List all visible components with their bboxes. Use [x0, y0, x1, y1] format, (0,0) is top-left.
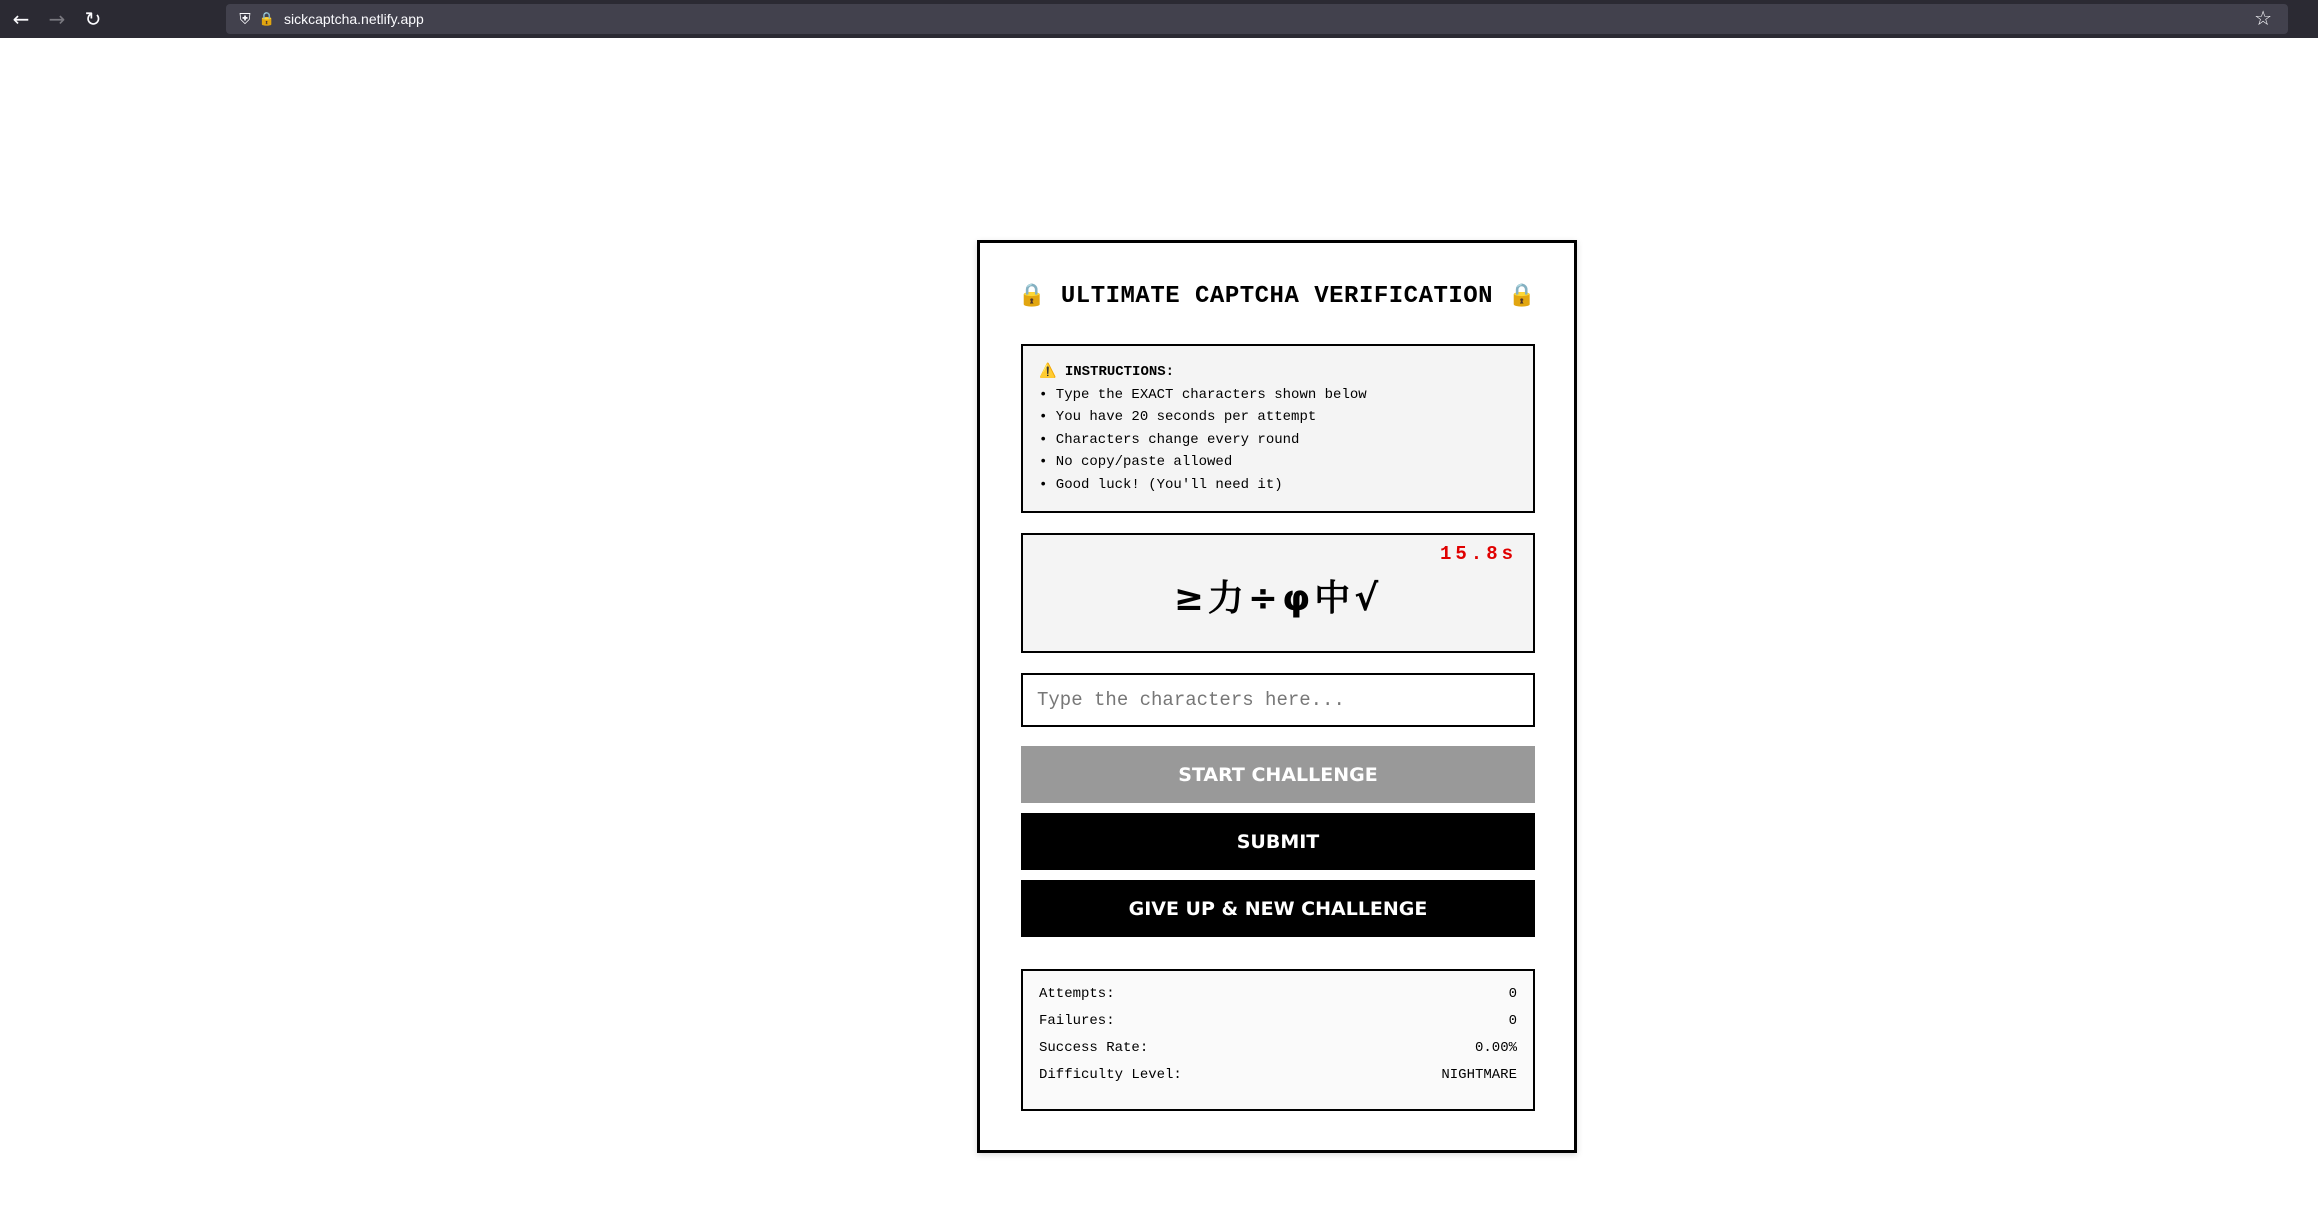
- countdown-timer: 15.8s: [1439, 543, 1517, 565]
- reload-icon[interactable]: ↻: [84, 7, 102, 31]
- stat-row-difficulty: [1039, 1064, 1517, 1091]
- lock-icon: 🔒: [1507, 283, 1536, 308]
- stat-value: 0: [1508, 986, 1517, 1002]
- captcha-characters: ≥力÷φ中√: [1173, 578, 1383, 619]
- page-title: [980, 283, 1574, 310]
- stat-row-attempts: [1039, 983, 1517, 1010]
- bookmark-star-icon[interactable]: ☆: [2254, 6, 2272, 30]
- instructions-heading: [1039, 360, 1517, 384]
- answer-input[interactable]: [1021, 673, 1535, 727]
- address-bar[interactable]: [226, 4, 2288, 34]
- instruction-item: • Characters change every round: [1039, 431, 1300, 448]
- captcha-card: [977, 240, 1577, 1153]
- warning-icon: ⚠️: [1039, 363, 1057, 379]
- stat-label: Attempts:: [1039, 986, 1115, 1002]
- submit-button[interactable]: SUBMIT: [1021, 813, 1535, 870]
- instructions-heading-text: INSTRUCTIONS:: [1064, 364, 1175, 380]
- shield-icon[interactable]: ⛨: [239, 10, 251, 28]
- back-arrow-icon[interactable]: ←: [12, 7, 30, 31]
- browser-toolbar: [0, 0, 2318, 38]
- forward-arrow-icon[interactable]: →: [48, 7, 66, 31]
- instruction-item: • Good luck! (You'll need it): [1039, 476, 1283, 493]
- stat-label: Difficulty Level:: [1039, 1067, 1182, 1083]
- stat-value: 0.00%: [1474, 1040, 1517, 1056]
- challenge-display: [1021, 533, 1535, 653]
- instructions-panel: [1021, 344, 1535, 513]
- stat-row-failures: [1039, 1010, 1517, 1037]
- stat-label: Failures:: [1039, 1013, 1115, 1029]
- instruction-item: • No copy/paste allowed: [1039, 454, 1233, 470]
- stat-row-success-rate: [1039, 1037, 1517, 1064]
- stat-value: 0: [1508, 1013, 1517, 1029]
- stat-value: NIGHTMARE: [1441, 1067, 1517, 1083]
- give-up-button[interactable]: GIVE UP & NEW CHALLENGE: [1021, 880, 1535, 937]
- title-text: ULTIMATE CAPTCHA VERIFICATION: [1060, 283, 1494, 310]
- url-text[interactable]: sickcaptcha.netlify.app: [284, 11, 424, 27]
- lock-icon: 🔒: [1018, 283, 1046, 308]
- lock-icon[interactable]: 🔒: [258, 11, 276, 27]
- start-challenge-button[interactable]: START CHALLENGE: [1021, 746, 1535, 803]
- stats-panel: [1021, 969, 1535, 1111]
- stat-label: Success Rate:: [1039, 1040, 1149, 1056]
- instruction-item: • Type the EXACT characters shown below: [1039, 386, 1367, 403]
- instruction-item: • You have 20 seconds per attempt: [1039, 409, 1317, 425]
